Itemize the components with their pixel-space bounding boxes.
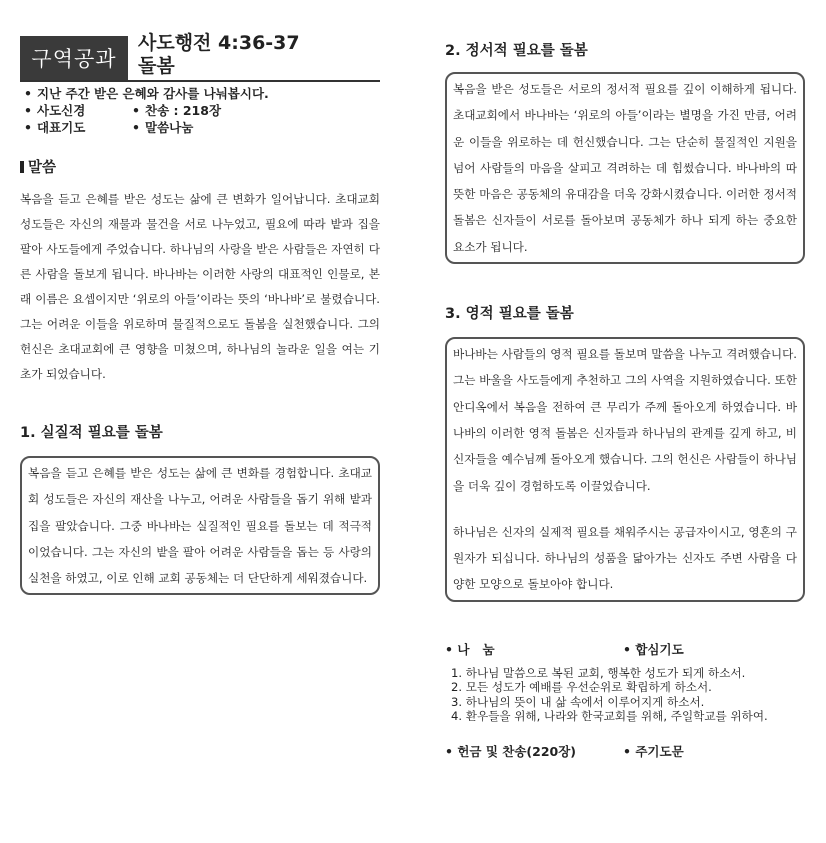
bullet-icon: •: [445, 641, 458, 657]
closing-row-2: [445, 742, 805, 760]
lords-prayer-label: 주기도문: [635, 743, 684, 759]
offering-label: 헌금 및 찬송(220장): [457, 743, 577, 759]
bullet-icon: •: [132, 103, 140, 118]
section2-box: [445, 72, 805, 264]
right-column: [445, 30, 805, 760]
section3-box: [445, 337, 805, 602]
section1-box: [20, 456, 380, 595]
order-item: 말씀나눔: [145, 120, 194, 135]
bullet-icon: •: [24, 103, 32, 118]
order-row: [20, 102, 380, 119]
prayer-label: 합심기도: [635, 641, 684, 657]
order-of-service: [20, 85, 380, 136]
section1-body: 복음을 듣고 은혜를 받은 성도는 삶에 큰 변화를 경험합니다. 초대교회 성도들은 자신의 재산을 나누고, 어려운 사람들을 돕기 위해 밭과 집을 팔았습니다. 그중 바나바는 실질적인 필요를 돌보는 데 적극적이었습니다. 그는 자신의 밭을 팔아 어려운 사람들을 돕는 등 사랑의 실천을 하였고, 이로 인해 교회 공동체는 더 단단하게 세워졌습니다.: [28, 466, 372, 586]
list-item: 2. 모든 성도가 예배를 우선순위로 확립하게 하소서.: [451, 680, 712, 695]
section3-body-2: 하나님은 신자의 실제적 필요를 채워주시는 공급자이시고, 영혼의 구원자가 되십니다. 하나님의 성품을 닮아가는 신자도 주변 사람을 다양한 모양으로 돌보아야 합니다.: [453, 524, 797, 592]
sermon-heading-label: 말씀: [28, 160, 57, 176]
order-row: [20, 85, 380, 102]
lesson-tag: 구역공과: [20, 36, 128, 80]
lesson-title: [138, 32, 300, 78]
left-column: [20, 30, 380, 595]
lesson-header: [20, 30, 380, 82]
prayer-list: [451, 666, 805, 724]
order-item: 지난 주간 받은 은혜와 감사를 나눠봅시다.: [37, 86, 269, 101]
bullet-icon: •: [132, 120, 140, 135]
closing-row-1: [445, 640, 805, 658]
bullet-icon: •: [24, 86, 32, 101]
lesson-theme: 돌봄: [138, 55, 175, 77]
bullet-icon: •: [623, 743, 636, 759]
section3-title: 3. 영적 필요를 돌봄: [445, 306, 574, 323]
sermon-heading: [20, 156, 380, 177]
share-label: 나 눔: [457, 641, 495, 657]
list-item: 3. 하나님의 뜻이 내 삶 속에서 이루어지게 하소서.: [451, 694, 705, 709]
order-item: 사도신경: [37, 103, 86, 118]
bullet-icon: •: [623, 641, 636, 657]
sermon-body: 복음을 듣고 은혜를 받은 성도는 삶에 큰 변화가 일어납니다. 초대교회 성도들은 자신의 재물과 물건을 서로 나누었고, 필요에 따라 밭과 집을 팔아 사도들에게 주었습니다. 하나님의 사랑을 받은 사람들은 자연히 다른 사람을 돌보게 됩니다. 바나바는 이러한 사랑의 대표적인 인물로, 본래 이름은 요셉이지만 ‘위로의 아들’이라는 뜻의 ‘바나바’로 불렸습니다. 그는 어려운 이들을 위로하며 물질적으로도 돌봄을 실천했습니다. 그의 헌신은 초대교회에 큰 영향을 미쳤으며, 하나님의 놀라운 일을 여는 기초가 되었습니다.: [20, 192, 380, 381]
order-item: 찬송 : 218장: [145, 103, 222, 118]
section3-body-1: 바나바는 사람들의 영적 필요를 돌보며 말씀을 나누고 격려했습니다. 그는 바울을 사도들에게 추천하고 그의 사역을 지원하였습니다. 또한 안디옥에서 복음을 전하여 큰 무리가 주께 돌아오게 하였습니다. 바나바의 이러한 영적 돌봄은 신자들과 하나님의 관계를 깊게 하고, 비신자들을 예수님께 돌아오게 했습니다. 그의 헌신은 사람들이 하나님을 더욱 깊이 경험하도록 이끌었습니다.: [453, 347, 797, 493]
list-item: 1. 하나님 말씀으로 복된 교회, 행복한 성도가 되게 하소서.: [451, 665, 746, 680]
list-item: 4. 환우들을 위해, 나라와 한국교회를 위해, 주일학교를 위하여.: [451, 709, 768, 724]
section1-title: 1. 실질적 필요를 돌봄: [20, 425, 163, 441]
section2-body: 복음을 받은 성도들은 서로의 정서적 필요를 깊이 이해하게 됩니다. 초대교회에서 바나바는 ‘위로의 아들’이라는 별명을 가진 만큼, 어려운 이들을 위로하는 데 헌신했습니다. 그는 단순히 물질적인 지원을 넘어 사람들의 마음을 살피고 격려하는 데 힘썼습니다. 바나바의 따뜻한 마음은 공동체의 유대감을 더욱 강화시켰습니다. 이러한 정서적 돌봄은 신자들이 서로를 돌아보며 공동체가 하나 되게 하는 중요한 요소가 됩니다.: [453, 82, 797, 254]
order-item: 대표기도: [37, 120, 86, 135]
scripture-reference: 사도행전 4:36-37: [138, 32, 300, 54]
bullet-icon: •: [24, 120, 32, 135]
order-row: [20, 119, 380, 136]
bullet-icon: •: [445, 743, 458, 759]
square-bullet-icon: [20, 161, 24, 173]
section2-title: 2. 정서적 필요를 돌봄: [445, 43, 588, 59]
